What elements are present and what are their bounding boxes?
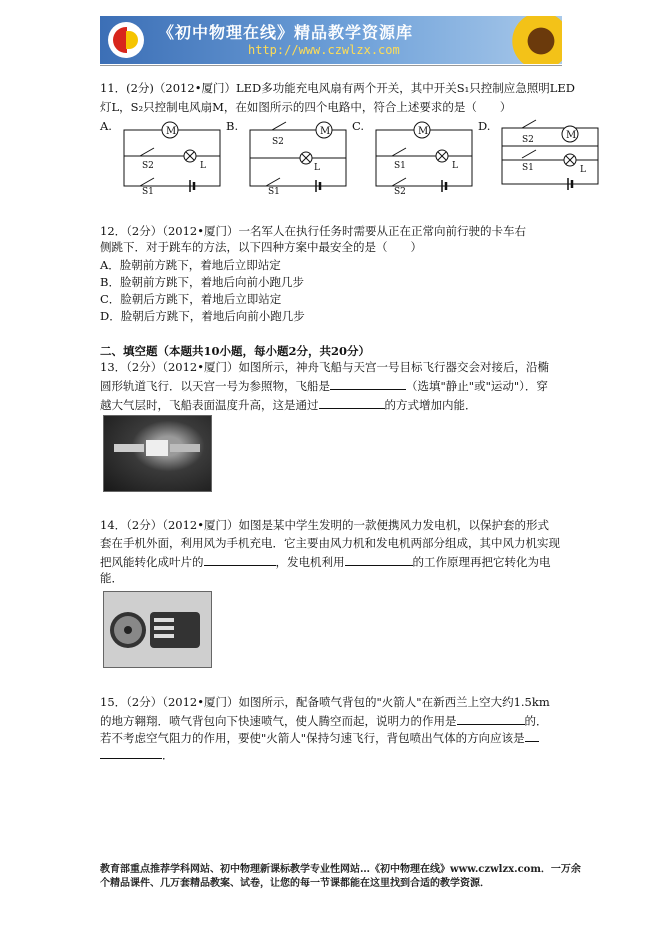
q13-line3: 越大气层时，飞船表面温度升高，这是通过 的方式增加内能． xyxy=(100,398,477,412)
fan-icon xyxy=(104,592,211,667)
q11-option-d: D. xyxy=(478,119,491,133)
site-logo-icon xyxy=(108,22,144,58)
svg-text:S2: S2 xyxy=(522,135,534,145)
svg-text:L: L xyxy=(580,165,586,175)
svg-text:L: L xyxy=(452,161,458,171)
footer-line1: 教育部重点推荐学科网站、初中物理新课标教学专业性网站…《初中物理在线》www.czwlzx.com．一万余 xyxy=(100,864,581,875)
q12-line2: 侧跳下．对于跳车的方法，以下四种方案中最安全的是（ ） xyxy=(100,240,422,254)
q14-blank-1[interactable] xyxy=(204,553,276,566)
circuit-diagram-a xyxy=(120,118,226,196)
q11-option-a: A. xyxy=(100,119,112,133)
q12-option-b: B．脸朝前方跳下，着地后向前小跑几步 xyxy=(100,275,304,289)
q11-option-b: B. xyxy=(226,119,239,133)
q15-blank-2[interactable] xyxy=(100,746,162,759)
spacecraft-icon xyxy=(104,416,211,491)
section-heading: 二、填空题（本题共10小题，每小题2分，共20分） xyxy=(100,344,371,358)
q15-line1: 15．（2分）（2012•厦门）如图所示，配备喷气背包的"火箭人"在新西兰上空大约1.5km xyxy=(100,695,550,709)
motor-label: M xyxy=(166,126,177,137)
q12-line1: 12．（2分）（2012•厦门）一名军人在执行任务时需要从正在正常向前行驶的卡车右 xyxy=(100,224,526,238)
q15-blank-2-start[interactable] xyxy=(525,729,539,742)
lamp-label: L xyxy=(200,161,206,171)
svg-text:M: M xyxy=(566,130,577,141)
header-rule xyxy=(100,65,562,66)
svg-text:S2: S2 xyxy=(394,187,406,196)
q15-blank-1[interactable] xyxy=(457,712,525,725)
q12-option-d: D．脸朝后方跳下，着地后向前小跑几步 xyxy=(100,309,305,323)
q11-line1: 11．(2分)（2012•厦门）LED多功能充电风扇有两个开关，其中开关S₁只控制应急照明LED xyxy=(100,81,575,95)
q14-line1: 14．（2分）（2012•厦门）如图是某中学生发明的一款便携风力发电机，以保护套的形式 xyxy=(100,518,549,532)
circuit-diagram-b xyxy=(246,118,352,196)
circuit-diagram-d xyxy=(498,118,604,196)
q12-option-a: A．脸朝前方跳下，着地后立即站定 xyxy=(100,258,281,272)
svg-text:S1: S1 xyxy=(394,161,406,171)
q12-option-c: C．脸朝后方跳下，着地后立即站定 xyxy=(100,292,282,306)
q11-line2: 灯L，S₂只控制电风扇M，在如图所示的四个电路中，符合上述要求的是（ ） xyxy=(100,100,512,114)
q11-option-c: C. xyxy=(352,119,365,133)
q13-blank-2[interactable] xyxy=(319,396,385,409)
q13-line2: 圆形轨道飞行．以天宫一号为参照物，飞船是 （选填"静止"或"运动"）．穿 xyxy=(100,379,548,393)
s1-label: S1 xyxy=(142,187,154,196)
q15-line3: 若不考虑空气阻力的作用，要使"火箭人"保持匀速飞行，背包喷出气体的方向应该是 xyxy=(100,729,539,746)
svg-text:S2: S2 xyxy=(272,137,284,147)
svg-text:L: L xyxy=(314,163,320,173)
svg-text:S1: S1 xyxy=(522,163,534,173)
q14-blank-2[interactable] xyxy=(345,553,413,566)
svg-text:M: M xyxy=(320,126,331,137)
banner-url: http://www.czwlzx.com xyxy=(248,43,400,57)
svg-text:M: M xyxy=(418,126,429,137)
q13-line1: 13．（2分）（2012•厦门）如图所示，神舟飞船与天宫一号目标飞行器交会对接后，沿椭 xyxy=(100,360,549,374)
q15-line4: ． xyxy=(100,746,174,763)
circuit-diagram-c xyxy=(372,118,478,196)
footer-line2: 个精品课件、几万套精品教案、试卷，让您的每一节课都能在这里找到合适的教学资源． xyxy=(100,878,490,889)
banner-title: 《初中物理在线》精品教学资源库 xyxy=(158,23,414,42)
spacecraft-docking-photo xyxy=(103,415,212,492)
s2-label: S2 xyxy=(142,161,154,171)
svg-text:S1: S1 xyxy=(268,187,280,196)
sunflower-icon xyxy=(510,16,562,64)
header-banner xyxy=(100,16,562,64)
q15-line2: 的地方翱翔．喷气背包向下快速喷气，使人腾空而起，说明力的作用是 的． xyxy=(100,714,548,728)
q14-line3: 把风能转化成叶片的 ，发电机利用 的工作原理再把它转化为电 xyxy=(100,555,551,569)
q13-blank-1[interactable] xyxy=(330,377,406,390)
q14-line4: 能． xyxy=(100,571,123,585)
wind-generator-photo xyxy=(103,591,212,668)
q14-line2: 套在手机外面，利用风为手机充电．它主要由风力机和发电机两部分组成，其中风力机实现 xyxy=(100,536,560,550)
